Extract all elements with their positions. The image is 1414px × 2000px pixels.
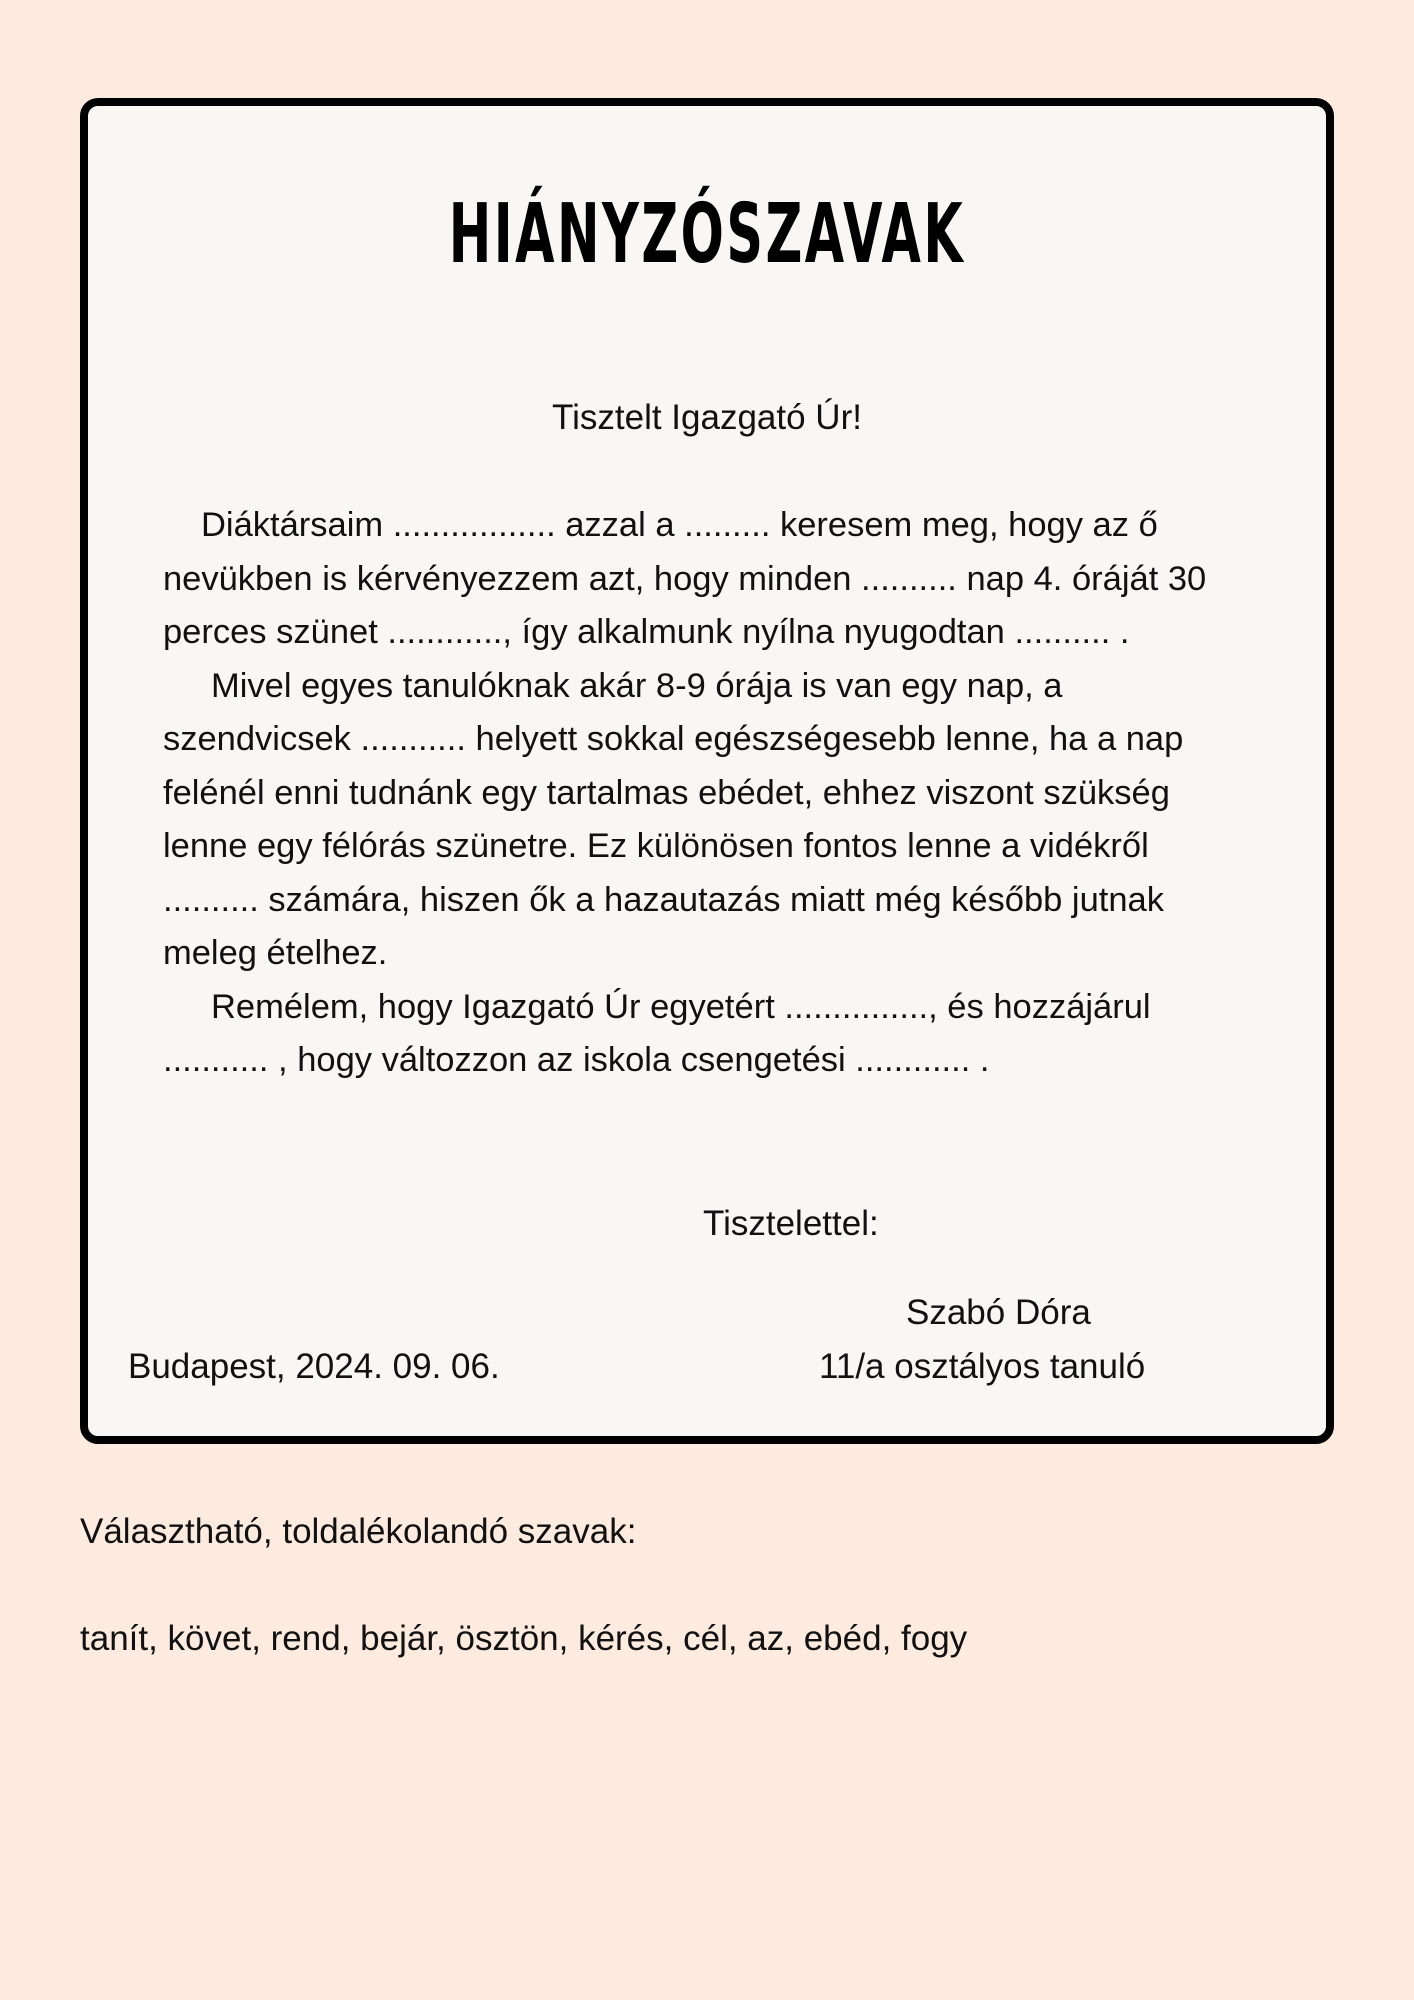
word-bank-label: Választható, toldalékolandó szavak: xyxy=(80,1512,637,1551)
letter-line: ........... , hogy változzon az iskola csengetési ............ . xyxy=(163,1041,990,1079)
letter-line: nevükben is kérvényezzem azt, hogy minden .......... nap 4. óráját 30 xyxy=(163,559,1207,598)
letter-line: Diáktársaim ................. azzal a ......... keresem meg, hogy az ő xyxy=(201,506,1158,544)
signer-role: 11/a osztályos tanuló xyxy=(819,1347,1146,1386)
letter-line: felénél enni tudnánk egy tartalmas ebédet, ehhez viszont szükség xyxy=(163,773,1170,812)
letter-line: .......... számára, hiszen ők a hazautazás miatt még később jutnak xyxy=(163,880,1164,919)
place-date: Budapest, 2024. 09. 06. xyxy=(128,1347,500,1386)
letter-line: meleg ételhez. xyxy=(163,934,388,972)
letter-line: Mivel egyes tanulóknak akár 8-9 órája is van egy nap, a xyxy=(211,666,1063,705)
letter-line: szendvicsek ........... helyett sokkal egészségesebb lenne, ha a nap xyxy=(163,720,1184,758)
letter-body xyxy=(163,499,1303,1088)
letter-line: lenne egy félórás szünetre. Ez különösen fontos lenne a vidékről xyxy=(163,827,1149,865)
signer-name: Szabó Dóra xyxy=(906,1293,1091,1332)
letter-salutation: Tisztelt Igazgató Úr! xyxy=(552,398,862,437)
letter-card xyxy=(80,98,1334,1444)
worksheet-title: HIÁNYZÓSZAVAK xyxy=(448,187,966,282)
letter-closing: Tisztelettel: xyxy=(703,1204,879,1243)
word-bank-list: tanít, követ, rend, bejár, ösztön, kérés, cél, az, ebéd, fogy xyxy=(80,1619,968,1658)
letter-line: perces szünet ............, így alkalmunk nyílna nyugodtan .......... . xyxy=(163,613,1130,651)
letter-line: Remélem, hogy Igazgató Úr egyetért ..............., és hozzájárul xyxy=(211,987,1151,1026)
